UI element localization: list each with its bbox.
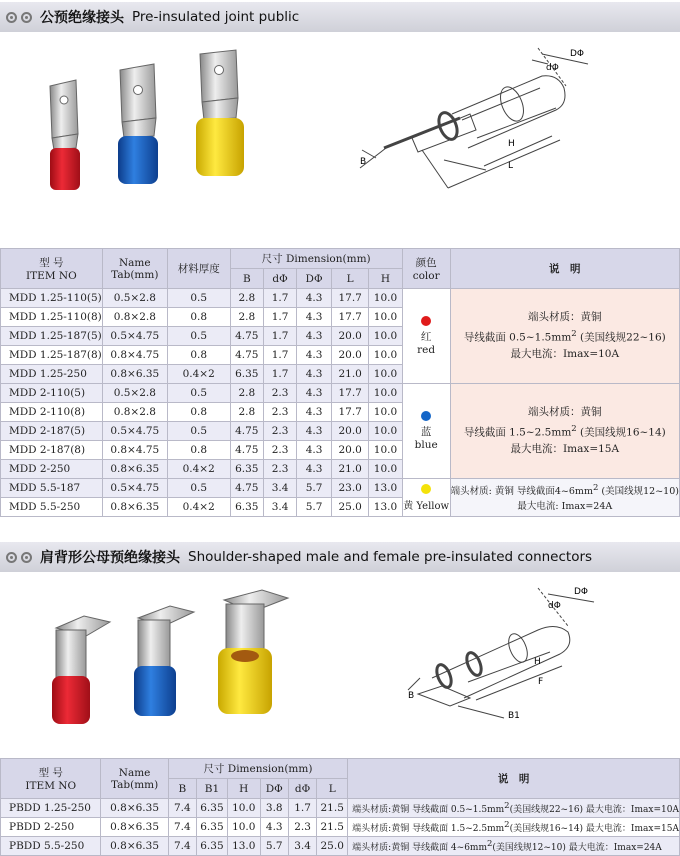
bullet-icon	[6, 552, 17, 563]
header-dphi: dΦ	[264, 269, 297, 289]
table-row: MDD 1.25-187(5) 0.5×4.75 0.5 4.75 1.7 4.3 20.0 10.0	[1, 327, 680, 346]
header-thickness: 材料厚度	[167, 249, 230, 289]
note-cell: 端头材质:黄铜 导线截面 $4\sim 6mm^2$(美国线规12~10) 最大电流：Imax=24A	[348, 837, 680, 856]
header-h: H	[369, 269, 402, 289]
table-row: MDD 5.5-187 0.5×4.75 0.5 4.75 3.4 5.7 23.0 13.0 黄 Yellow 端头材质: 黄铜 导线截面$4\sim 6mm^2$ (美国线规12~10) 最大电流: Imax=24A	[1, 479, 680, 498]
table-row: MDD 1.25-187(8) 0.8×4.75 0.8 4.75 1.7 4.3 20.0 10.0	[1, 346, 680, 365]
label-d-phi-small: dΦ	[546, 63, 559, 73]
table-row: MDD 2-110(5) 0.5×2.8 0.5 2.8 2.3 4.3 17.7 10.0 蓝 blue 端头材质：黄铜 导线截面 $1.5\sim 2.5mm^2$ (美国线规16~14) 最大电流：Imax=15A	[1, 384, 680, 403]
header-l: L	[332, 269, 369, 289]
note-cell: 端头材质:黄铜 导线截面 $0.5\sim 1.5mm^2$(美国线规22~16) 最大电流：Imax=10A	[348, 799, 680, 818]
color-cell-red: 红 red	[402, 289, 450, 384]
section-title-cn: 公预绝缘接头	[40, 10, 124, 26]
label-h: H	[534, 657, 541, 667]
section-title-cn: 肩背形公母预绝缘接头	[40, 550, 180, 566]
table-row: MDD 1.25-110(5) 0.5×2.8 0.5 2.8 1.7 4.3 17.7 10.0 红 red 端头材质：黄铜 导线截面 $0.5\sim 1.5mm^2$ (美国线规22~16) 最大电流：Imax=10A	[1, 289, 680, 308]
color-cell-yellow: 黄 Yellow	[402, 479, 450, 517]
color-cell-blue: 蓝 blue	[402, 384, 450, 479]
table-row: MDD 5.5-250 0.8×6.35 0.4×2 6.35 3.4 5.7 25.0 13.0	[1, 498, 680, 517]
table-row: MDD 2-110(8) 0.8×2.8 0.8 2.8 2.3 4.3 17.7 10.0	[1, 403, 680, 422]
product-photo-2	[40, 586, 300, 736]
header-Dphi: DΦ	[260, 779, 288, 799]
header-b1: B1	[196, 779, 227, 799]
bullet-icon	[21, 12, 32, 23]
header-note: 说 明	[348, 759, 680, 799]
dimension-diagram-1	[352, 40, 652, 210]
header-name: Name Tab(mm)	[102, 249, 167, 289]
bullet-icon	[21, 552, 32, 563]
label-d-phi-big: DΦ	[574, 587, 589, 597]
label-d-phi-big: DΦ	[570, 49, 585, 59]
table-row: MDD 2-187(8) 0.8×4.75 0.8 4.75 2.3 4.3 20.0 10.0	[1, 441, 680, 460]
red-dot-icon	[421, 316, 431, 326]
section-header-2	[0, 542, 680, 572]
note-group-3: 端头材质: 黄铜 导线截面$4\sim 6mm^2$ (美国线规12~10) 最大电流: Imax=24A	[450, 479, 679, 517]
table-row: MDD 1.25-250 0.8×6.35 0.4×2 6.35 1.7 4.3 21.0 10.0	[1, 365, 680, 384]
note-group-2: 端头材质：黄铜 导线截面 $1.5\sim 2.5mm^2$ (美国线规16~14) 最大电流：Imax=15A	[450, 384, 679, 479]
table-row: PBDD 5.5-250 0.8×6.35 7.4 6.35 13.0 5.7 3.4 25.0 端头材质:黄铜 导线截面 $4\sim 6mm^2$(美国线规12~10) 最大电流：Imax=24A	[1, 837, 680, 856]
header-dimension: 尺寸 Dimension(mm)	[230, 249, 402, 269]
header-note: 说 明	[450, 249, 679, 289]
section-title-en: Shoulder-shaped male and female pre-insulated connectors	[188, 549, 593, 565]
header-Dphi: DΦ	[297, 269, 332, 289]
table-row: PBDD 2-250 0.8×6.35 7.4 6.35 10.0 4.3 2.3 21.5 端头材质:黄铜 导线截面 $1.5\sim 2.5mm^2$(美国线规16~14) 最大电流：Imax=15A	[1, 818, 680, 837]
blue-dot-icon	[421, 411, 431, 421]
bullet-icon	[6, 12, 17, 23]
spec-table-2	[0, 758, 680, 856]
header-model: 型 号 ITEM NO	[1, 759, 101, 799]
header-dimension: 尺寸 Dimension(mm)	[168, 759, 347, 779]
label-l: L	[508, 161, 514, 171]
dimension-diagram-2	[398, 586, 658, 726]
section-title-en: Pre-insulated joint public	[132, 9, 300, 25]
label-h: H	[508, 139, 515, 149]
table-row: PBDD 1.25-250 0.8×6.35 7.4 6.35 10.0 3.8 1.7 21.5 端头材质:黄铜 导线截面 $0.5\sim 1.5mm^2$(美国线规22~16) 最大电流：Imax=10A	[1, 799, 680, 818]
table-row: MDD 2-187(5) 0.5×4.75 0.5 4.75 2.3 4.3 20.0 10.0	[1, 422, 680, 441]
header-name: Name Tab(mm)	[101, 759, 168, 799]
label-b1: B1	[508, 711, 520, 721]
label-f: F	[538, 677, 544, 687]
note-cell: 端头材质:黄铜 导线截面 $1.5\sim 2.5mm^2$(美国线规16~14) 最大电流：Imax=15A	[348, 818, 680, 837]
header-b: B	[168, 779, 196, 799]
label-d-phi-small: dΦ	[548, 601, 561, 611]
header-l: L	[317, 779, 348, 799]
header-h: H	[227, 779, 260, 799]
note-group-1: 端头材质：黄铜 导线截面 $0.5\sim 1.5mm^2$ (美国线规22~16) 最大电流：Imax=10A	[450, 289, 679, 384]
label-b: B	[408, 691, 415, 701]
section-header-1	[0, 2, 680, 32]
table-row: MDD 2-250 0.8×6.35 0.4×2 6.35 2.3 4.3 21.0 10.0	[1, 460, 680, 479]
header-b: B	[230, 269, 263, 289]
label-b: B	[360, 157, 367, 167]
spec-table-1	[0, 248, 680, 517]
header-dphi: dΦ	[288, 779, 316, 799]
header-model: 型 号 ITEM NO	[1, 249, 103, 289]
yellow-dot-icon	[421, 484, 431, 494]
table-row: MDD 1.25-110(8) 0.8×2.8 0.8 2.8 1.7 4.3 17.7 10.0	[1, 308, 680, 327]
product-photo-1	[30, 48, 270, 236]
header-color: 颜色 color	[402, 249, 450, 289]
